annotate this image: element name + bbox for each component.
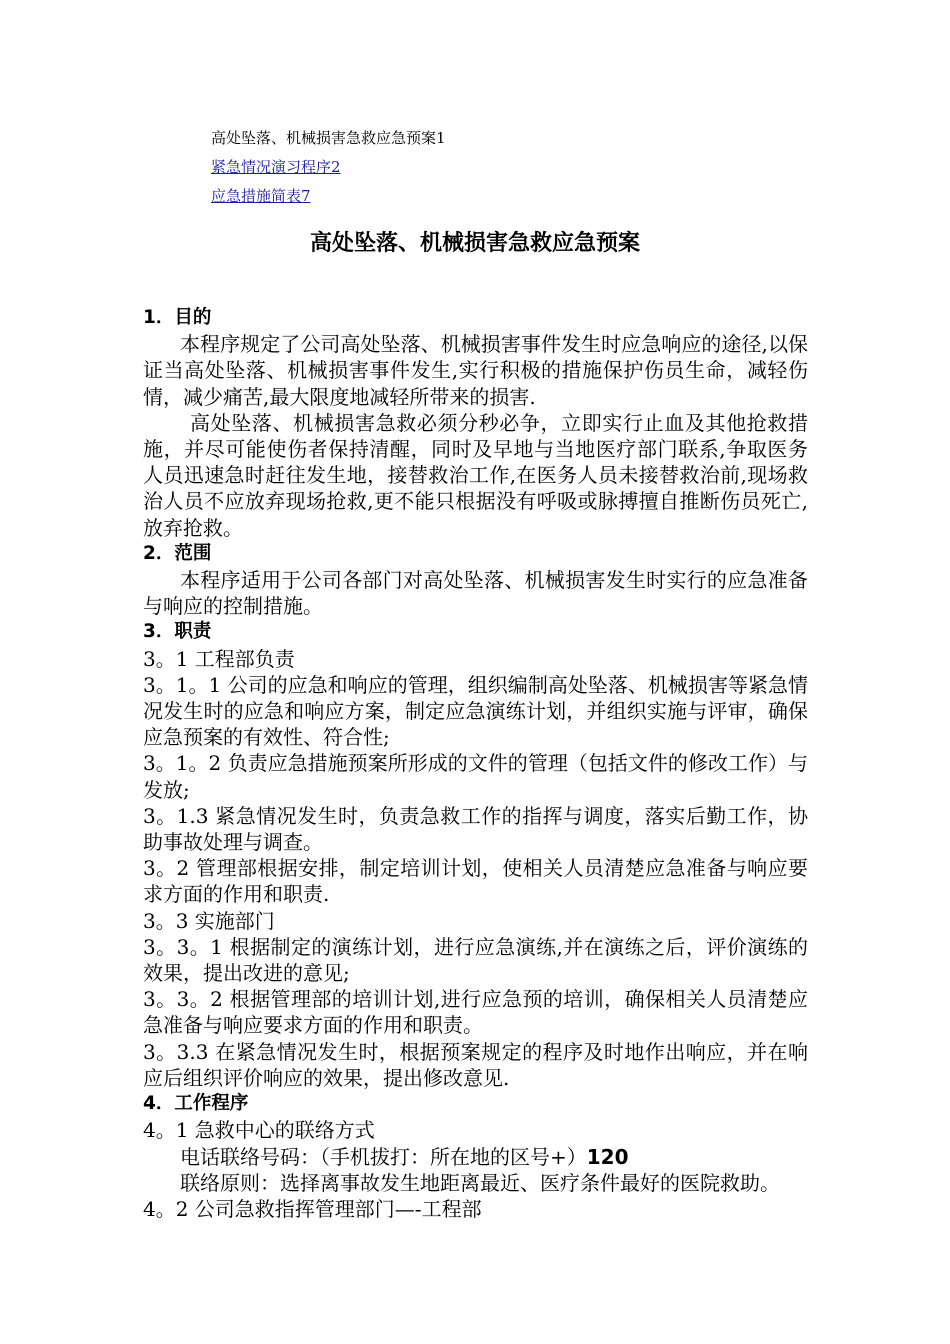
document-title: 高处坠落、机械损害急救应急预案 bbox=[309, 231, 640, 256]
toc-link-emergency-measures[interactable]: 应急措施简表7 bbox=[211, 187, 311, 205]
paragraph: 本程序规定了公司高处坠落、机械损害事件发生时应急响应的途径,以保证当高处坠落、机械损害事件发生,实行积极的措施保护伤员生命，减轻伤情，减少痛苦,最大限度地减轻所带来的损害. bbox=[143, 332, 808, 409]
clause: 3。3.3 在紧急情况发生时，根据预案规定的程序及时地作出响应，并在响应后组织评价响应的效果，提出修改意见. bbox=[143, 1039, 808, 1090]
toc-link-emergency-drill[interactable]: 紧急情况演习程序2 bbox=[211, 158, 341, 176]
clause: 3。1。2 负责应急措施预案所形成的文件的管理（包括文件的修改工作）与发放; bbox=[143, 751, 808, 802]
phone-number: 120 bbox=[586, 1144, 629, 1169]
clause: 3。3。1 根据制定的演练计划，进行应急演练,并在演练之后，评价演练的效果，提出改进的意见; bbox=[143, 934, 808, 986]
clause: 3。2 管理部根据安排，制定培训计划，使相关人员清楚应急准备与响应要求方面的作用和职责. bbox=[143, 856, 808, 907]
table-of-contents bbox=[211, 124, 811, 211]
paragraph: 联络原则：选择离事故发生地距离最近、医疗条件最好的医院救助。 bbox=[180, 1170, 780, 1195]
document-body bbox=[143, 305, 808, 1222]
phone-contact-line bbox=[143, 1144, 808, 1170]
paragraph: 高处坠落、机械损害急救必须分秒必争，立即实行止血及其他抢救措施，并尽可能使伤者保持清醒，同时及早地与当地医疗部门联系,争取医务人员迅速急时赶往发生地，接替救治工作,在医务人员未接替救治前,现场救治人员不应放弃现场抢救,更不能只根据没有呼吸或脉搏擅自推断伤员死亡,放弃抢救。 bbox=[143, 410, 808, 540]
section-heading-scope: 2．范围 bbox=[143, 542, 212, 564]
clause: 3。1。1 公司的应急和响应的管理，组织编制高处坠落、机械损害等紧急情况发生时的应急和响应方案，制定应急演练计划，并组织实施与评审，确保应急预案的有效性、符合性; bbox=[143, 672, 808, 750]
clause: 4。2 公司急救指挥管理部门—-工程部 bbox=[143, 1196, 482, 1221]
section-heading-procedure: 4．工作程序 bbox=[143, 1093, 249, 1115]
paragraph: 本程序适用于公司各部门对高处坠落、机械损害发生时实行的应急准备与响应的控制措施。 bbox=[143, 568, 808, 619]
clause: 4。1 急救中心的联络方式 bbox=[143, 1118, 375, 1143]
section-heading-duties: 3．职责 bbox=[143, 621, 212, 643]
clause: 3。3 实施部门 bbox=[143, 908, 275, 933]
clause: 3。1 工程部负责 bbox=[143, 646, 295, 671]
phone-label: 电话联络号码：（手机拔打：所在地的区号+） bbox=[180, 1144, 587, 1169]
clause: 3。1.3 紧急情况发生时，负责急救工作的指挥与调度，落实后勤工作，协助事故处理与调查。 bbox=[143, 803, 808, 855]
section-heading-purpose: 1．目的 bbox=[143, 307, 212, 328]
toc-entry-1: 高处坠落、机械损害急救应急预案1 bbox=[211, 129, 446, 147]
clause: 3。3。2 根据管理部的培训计划,进行应急预的培训，确保相关人员清楚应急准备与响应要求方面的作用和职责。 bbox=[143, 987, 808, 1038]
